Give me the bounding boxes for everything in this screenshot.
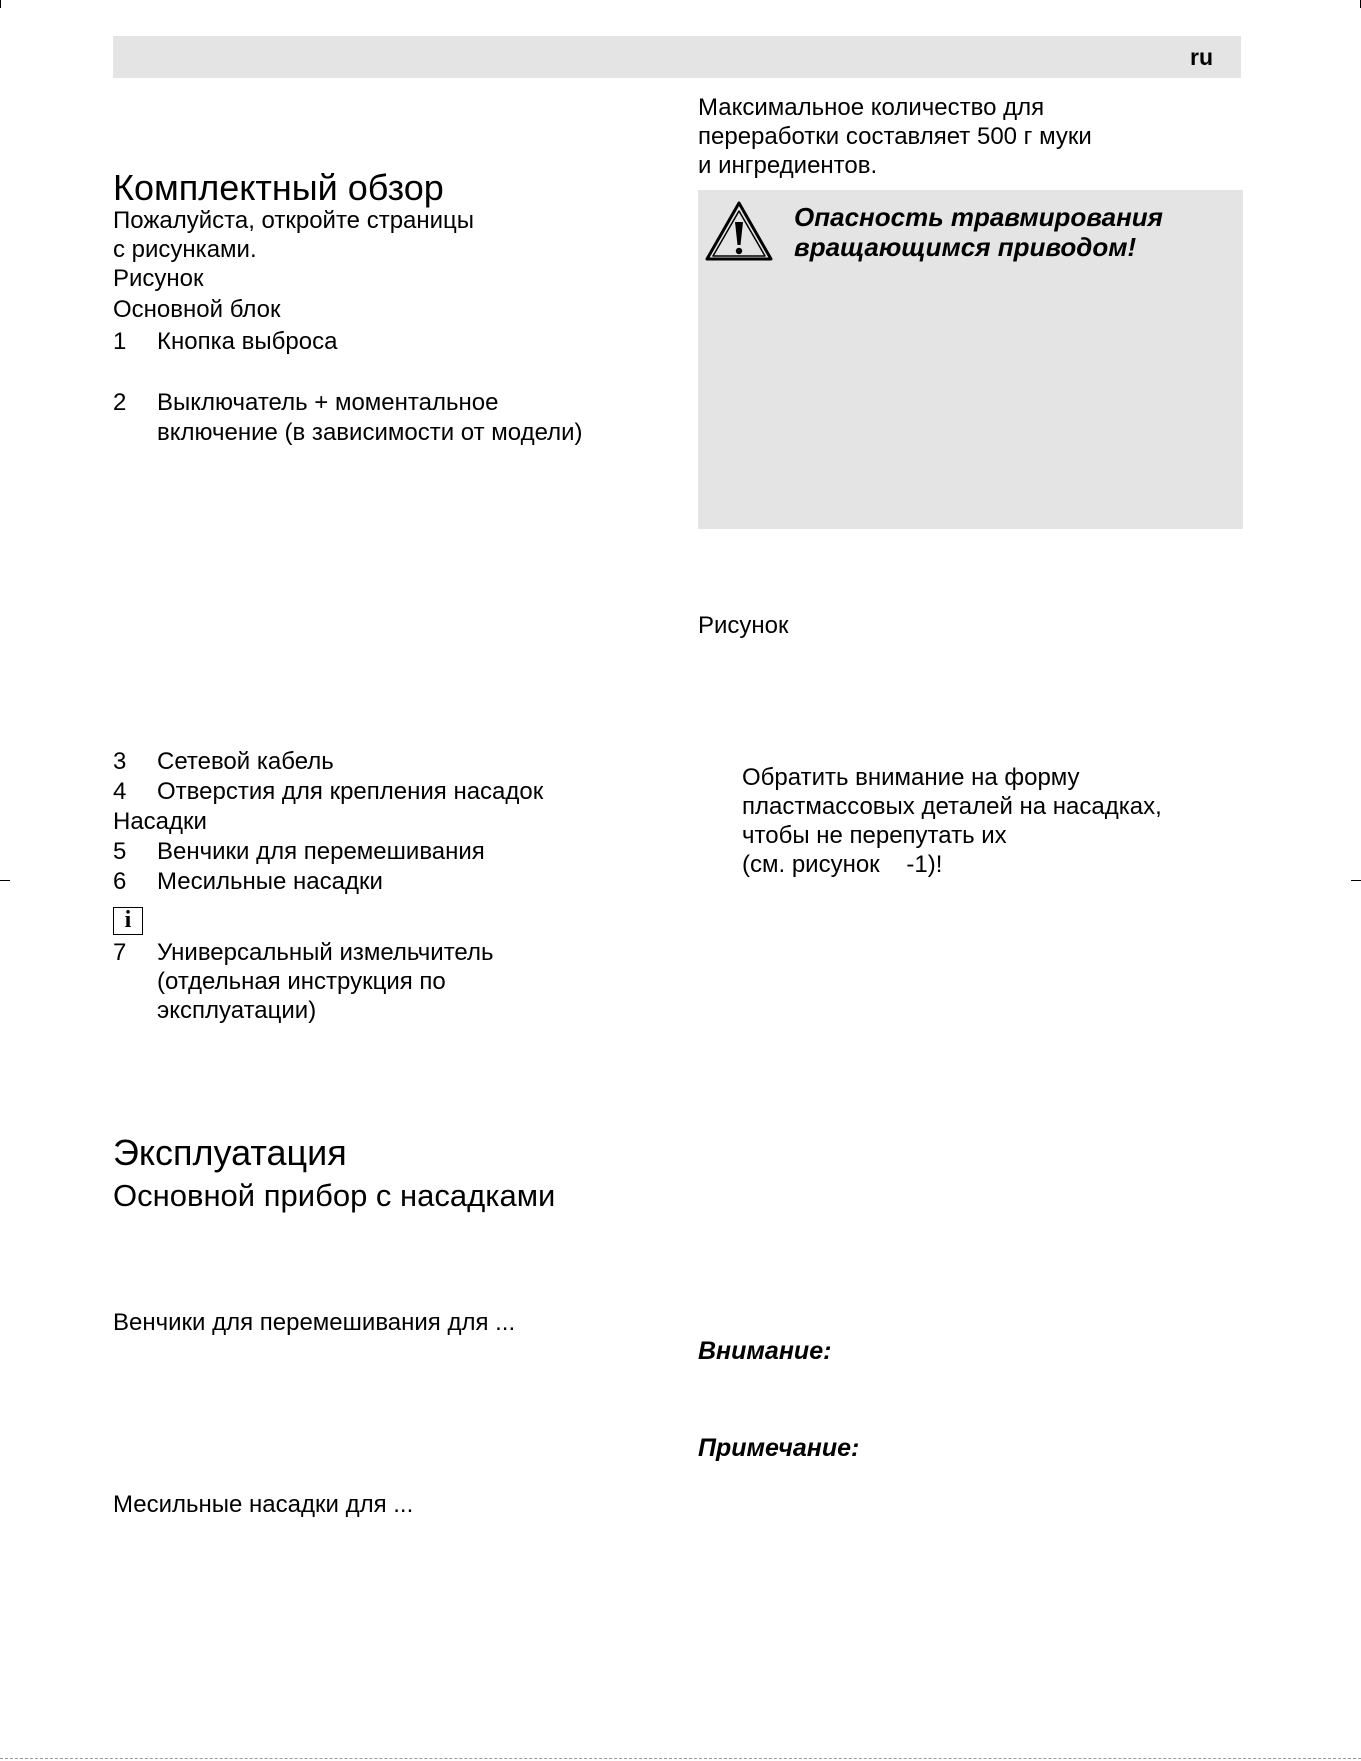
item-text: Выключатель + моментальное <box>157 389 499 416</box>
item-text: Венчики для перемешивания <box>157 838 485 865</box>
crop-mark <box>1351 880 1361 881</box>
header-bar <box>113 36 1241 78</box>
item-number: 2 <box>113 389 127 416</box>
warning-box <box>698 190 1243 529</box>
item-number: 7 <box>113 939 127 966</box>
item-text-continued: эксплуатации) <box>157 997 317 1024</box>
item-number: 5 <box>113 838 127 865</box>
intro-text: Пожалуйста, откройте страницы <box>113 207 475 234</box>
item-text: Сетевой кабель <box>157 748 334 775</box>
kneading-for-label: Месильные насадки для ... <box>113 1491 414 1518</box>
item-text-continued: (отдельная инструкция по <box>157 968 446 995</box>
crop-mark <box>0 880 10 881</box>
note-text: Обратить внимание на форму <box>742 764 1080 791</box>
max-quantity-text: переработки составляет 500 г муки <box>698 123 1092 150</box>
info-icon: i <box>113 907 143 935</box>
language-code: ru <box>1190 44 1213 70</box>
item-number: 1 <box>113 328 127 355</box>
whisks-for-label: Венчики для перемешивания для ... <box>113 1309 516 1336</box>
list-item <box>113 327 337 356</box>
warning-line: вращающимся приводом! <box>794 232 1137 262</box>
list-item <box>113 777 543 806</box>
intro-text: с рисунками. <box>113 236 257 263</box>
list-item <box>113 747 334 776</box>
warning-line: Опасность травмирования <box>794 202 1163 232</box>
figure-label: Рисунок <box>113 265 204 292</box>
item-number: 6 <box>113 868 127 895</box>
remark-label: Примечание: <box>698 1434 860 1462</box>
bottom-border <box>0 1758 1361 1759</box>
item-text: Месильные насадки <box>157 868 383 895</box>
attention-label: Внимание: <box>698 1337 832 1365</box>
item-number: 4 <box>113 778 127 805</box>
max-quantity-text: Максимальное количество для <box>698 94 1045 121</box>
crop-mark <box>0 0 1 8</box>
item-text-continued: включение (в зависимости от модели) <box>157 419 583 446</box>
list-item <box>113 837 485 866</box>
note-text: (см. рисунок -1)! <box>742 851 943 878</box>
operation-subtitle: Основной прибор с насадками <box>113 1178 556 1213</box>
attachments-label: Насадки <box>113 808 207 835</box>
operation-title: Эксплуатация <box>113 1132 347 1173</box>
figure-label: Рисунок <box>698 612 789 639</box>
item-number: 3 <box>113 748 127 775</box>
section-title: Комплектный обзор <box>113 167 444 208</box>
item-text: Кнопка выброса <box>157 328 338 355</box>
main-unit-label: Основной блок <box>113 296 281 323</box>
item-text: Отверстия для крепления насадок <box>157 778 544 805</box>
note-text: пластмассовых деталей на насадках, <box>742 793 1162 820</box>
warning-text <box>794 202 1163 262</box>
note-text: чтобы не перепутать их <box>742 822 1007 849</box>
list-item <box>113 938 494 967</box>
list-item <box>113 867 383 896</box>
max-quantity-text: и ингредиентов. <box>698 152 878 179</box>
item-text: Универсальный измельчитель <box>157 939 494 966</box>
list-item <box>113 388 498 417</box>
warning-triangle-icon <box>704 200 774 262</box>
